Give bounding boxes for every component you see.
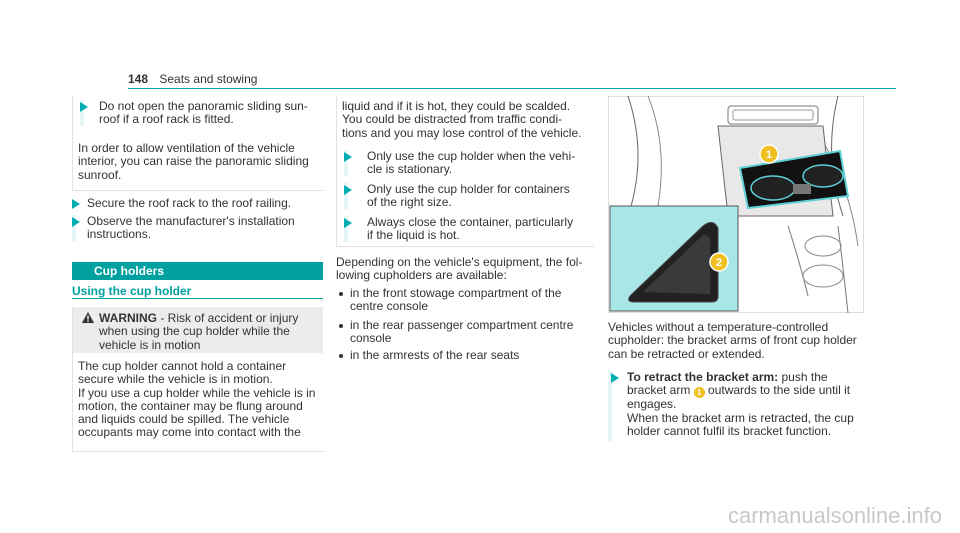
arrow-icon <box>344 218 352 228</box>
list-item: in the front stowage compartment of the centre console <box>350 286 562 314</box>
bullet-dot <box>339 324 343 328</box>
arrow-icon <box>80 102 88 112</box>
bullet-dot <box>339 292 343 296</box>
arrow-icon <box>72 217 80 227</box>
warning-title: WARNING - Risk of accident or injury when using the cup holder while the vehicle is in motion <box>99 311 299 352</box>
watermark: carmanualsonline.info <box>727 503 942 528</box>
warning-label: WARNING <box>99 311 157 325</box>
figure-caption: Vehicles without a temperature-controlled cupholder: the bracket arms of front cup holder can be retracted or extended. <box>608 320 857 361</box>
arrow-icon <box>344 152 352 162</box>
step-observe-instructions: Observe the manufacturer's installation instructions. <box>87 214 295 242</box>
warning-icon <box>82 312 94 323</box>
warning-continued-text: liquid and if it is hot, they could be scalded. You could be distracted from traffic condi- tions and you may lose control of the vehicle. <box>342 99 582 140</box>
step-title: To retract the bracket arm: <box>627 370 779 384</box>
arrow-icon <box>611 373 619 383</box>
list-item: in the armrests of the rear seats <box>350 348 520 362</box>
arrow-icon <box>344 185 352 195</box>
header-rule <box>128 88 896 89</box>
bullet-dot <box>339 354 343 358</box>
subheading: Using the cup holder <box>72 284 192 298</box>
box-text: In order to allow ventilation of the vehicle interior, you can raise the panoramic sliding sunroof. <box>78 141 309 182</box>
page-number: 148 <box>128 72 149 86</box>
warning-step: Only use the cup holder for containers of the right size. <box>367 182 570 210</box>
intro-text: Depending on the vehicle's equipment, the fol- lowing cupholders are available: <box>336 255 583 283</box>
callout-1-label: 1 <box>765 149 773 161</box>
subheading-rule <box>72 298 323 299</box>
list-item: in the rear passenger compartment centre console <box>350 318 574 346</box>
box-step: Do not open the panoramic sliding sun- roof if a roof rack is fitted. <box>99 99 308 127</box>
warning-step: Only use the cup holder when the vehi- cle is stationary. <box>367 149 576 177</box>
section-heading-cup-holders: Cup holders <box>72 262 323 280</box>
callout-2-label: 2 <box>715 257 723 269</box>
cup-holder-figure <box>608 96 864 313</box>
step-secure-rack: Secure the roof rack to the roof railing. <box>87 196 292 210</box>
warning-body: The cup holder cannot hold a container secure while the vehicle is in motion. If you use a cup holder while the vehicle is in motion, the container may be flung around and liquids could be spilled. The vehicle occupants may come into contact with the <box>78 359 316 440</box>
section-title: Seats and stowing <box>159 72 258 86</box>
arrow-icon <box>72 199 80 209</box>
callout-1-badge: 1 <box>694 387 705 398</box>
warning-step: Always close the container, particularly if the liquid is hot. <box>367 215 574 243</box>
retract-step: To retract the bracket arm: push the bracket arm 1 outwards to the side until it engages. When the bracket arm is retracted, the cup holder cannot fulfil its bracket function. <box>627 370 854 438</box>
page-header <box>128 72 257 86</box>
